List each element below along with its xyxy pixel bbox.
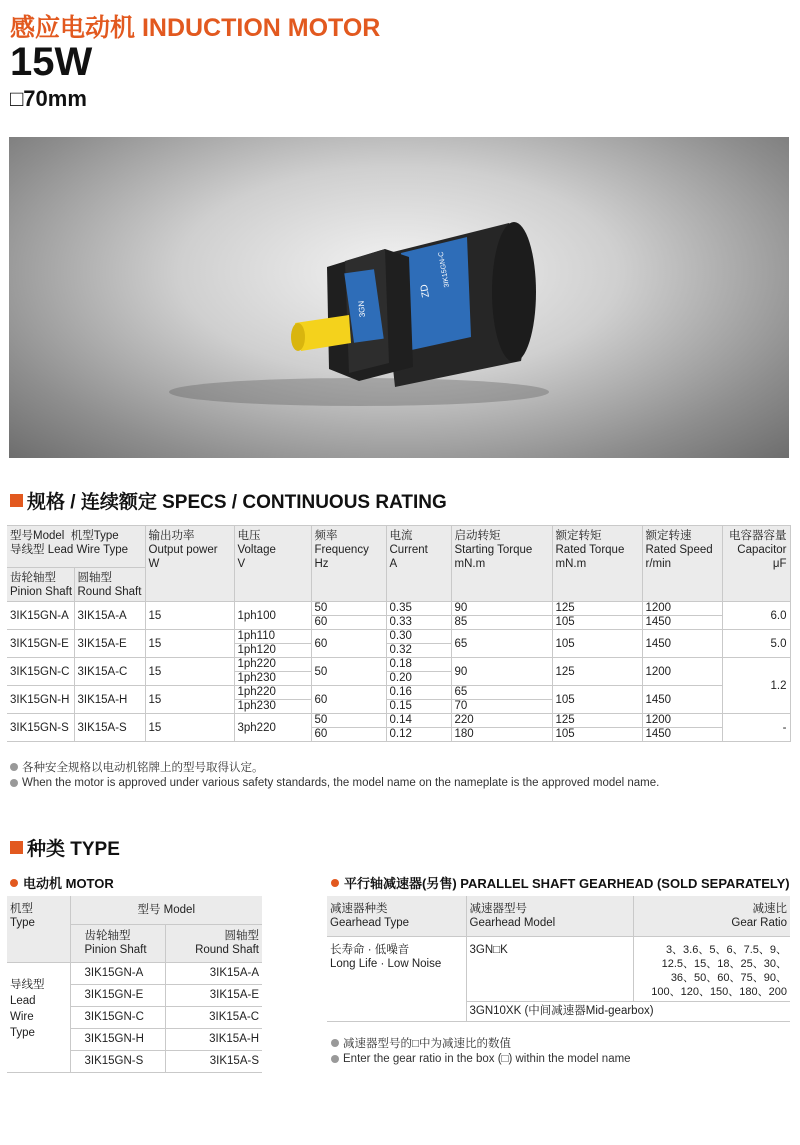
cell-freq: 60 (311, 728, 386, 742)
cell-starting: 90 (451, 658, 552, 686)
cell-voltage: 1ph230 (234, 700, 311, 714)
table-row (7, 714, 790, 728)
gearhead-type-value-en: Long Life · Low Noise (330, 957, 442, 970)
specs-heading (10, 487, 447, 514)
cell-rated-torque: 125 (552, 602, 642, 616)
cell-pinion: 3IK15GN-C (7, 658, 74, 686)
frame-size: □70mm (10, 86, 87, 111)
pinion-header (70, 924, 165, 962)
cell-current: 0.35 (386, 602, 451, 616)
gearhead-note-cn (331, 1035, 511, 1051)
type-heading (10, 834, 120, 861)
cell-output: 15 (145, 602, 234, 630)
cell-voltage: 1ph120 (234, 644, 311, 658)
gear-ratio-line: 100、120、150、180、200 (651, 985, 787, 998)
gear-ratios (633, 936, 790, 1001)
cell-current: 0.20 (386, 672, 451, 686)
header-output-en: Output power (148, 544, 218, 556)
header-current (386, 526, 451, 602)
table-row (7, 658, 790, 672)
motor-round-model: 3IK15A-H (165, 1028, 262, 1050)
cell-starting: 220 (451, 714, 552, 728)
cell-rated-torque: 125 (552, 714, 642, 728)
motor-illustration (9, 137, 789, 458)
cell-current: 0.15 (386, 700, 451, 714)
bullet-icon (331, 1039, 339, 1047)
header-pinion-cn: 齿轮轴型 (10, 572, 56, 584)
motor-round-model: 3IK15A-S (165, 1050, 262, 1072)
cell-capacitor: 6.0 (722, 602, 790, 630)
note-text: When the motor is approved under various safety standards, the model name on the nameplate is the approved model name. (22, 777, 660, 789)
cell-pinion: 3IK15GN-H (7, 686, 74, 714)
cell-speed: 1450 (642, 728, 722, 742)
cell-current: 0.16 (386, 686, 451, 700)
round-header-en: Round Shaft (195, 944, 259, 956)
header-type-cn: 机型Type (70, 530, 119, 542)
cell-voltage: 3ph220 (234, 714, 311, 742)
cell-output: 15 (145, 658, 234, 686)
section-marker-icon (10, 841, 23, 854)
header-frequency-cn: 频率 (314, 530, 338, 542)
specs-note-en (10, 777, 659, 789)
header-rated-torque-unit: mN.m (555, 558, 587, 570)
header-current-unit: A (389, 558, 398, 570)
mid-gearbox: 3GN10XK (中间减速器Mid-gearbox) (466, 1001, 790, 1021)
header-rated-speed (642, 526, 722, 602)
cell-starting: 65 (451, 686, 552, 700)
cell-voltage: 1ph100 (234, 602, 311, 630)
motor-type-table (7, 896, 262, 1073)
header-starting-cn: 启动转矩 (454, 530, 501, 542)
bullet-icon (10, 763, 18, 771)
header-speed-unit: r/min (645, 558, 672, 570)
cell-current: 0.30 (386, 630, 451, 644)
bullet-icon (10, 779, 18, 787)
specs-note-cn (10, 759, 264, 775)
motor-subheading-text: 电动机 MOTOR (23, 876, 114, 891)
header-voltage-cn: 电压 (237, 530, 261, 542)
header-frequency-en: Frequency (314, 544, 369, 556)
gearhead-model-header (466, 896, 633, 936)
cell-freq: 60 (311, 616, 386, 630)
header-current-en: Current (389, 544, 428, 556)
cell-current: 0.18 (386, 658, 451, 672)
cell-voltage: 1ph220 (234, 658, 311, 672)
gearhead-type-value (327, 936, 466, 1021)
cell-freq: 50 (311, 602, 386, 616)
gearhead-type-header-cn: 减速器种类 (330, 902, 388, 915)
cell-freq: 60 (311, 686, 386, 714)
cell-capacitor: 5.0 (722, 630, 790, 658)
nameplate-brand: ZD (418, 283, 432, 299)
motor-pinion-model: 3IK15GN-E (70, 984, 165, 1006)
header-voltage (234, 526, 311, 602)
cell-rated-torque: 125 (552, 658, 642, 686)
table-row (7, 630, 790, 644)
lead-wire-label (7, 962, 70, 1072)
motor-subheading (10, 873, 114, 892)
specs-heading-text: 规格 / 连续额定 SPECS / CONTINUOUS RATING (27, 492, 447, 513)
bullet-icon (331, 1055, 339, 1063)
header-rated-torque-cn: 额定转矩 (555, 530, 602, 542)
header-round-cn: 圆轴型 (77, 572, 112, 584)
cell-freq: 60 (311, 630, 386, 658)
gearhead-type-header (327, 896, 466, 936)
header-capacitor-en: Capacitor (737, 544, 787, 556)
cell-starting: 180 (451, 728, 552, 742)
page-title: 感应电动机 INDUCTION MOTOR (10, 14, 381, 42)
lead-wire-en-3: Type (10, 1026, 35, 1039)
header-model-cn: 型号Model (10, 530, 65, 542)
type-label (7, 896, 70, 962)
cell-round: 3IK15A-S (74, 714, 145, 742)
cell-round: 3IK15A-C (74, 658, 145, 686)
cell-starting: 90 (451, 602, 552, 616)
product-photo (9, 137, 789, 458)
pinion-header-en: Pinion Shaft (84, 944, 147, 956)
header-capacitor-unit: μF (772, 558, 787, 570)
header-starting-en: Starting Torque (454, 544, 533, 556)
header-output-cn: 输出功率 (148, 530, 195, 542)
cell-pinion: 3IK15GN-S (7, 714, 74, 742)
cell-freq: 50 (311, 714, 386, 728)
header-voltage-unit: V (237, 558, 246, 570)
cell-round: 3IK15A-H (74, 686, 145, 714)
cell-rated-torque: 105 (552, 686, 642, 714)
cell-speed: 1450 (642, 686, 722, 714)
cell-voltage: 1ph220 (234, 686, 311, 700)
gearhead-subheading (331, 873, 790, 892)
motor-round-model: 3IK15A-E (165, 984, 262, 1006)
lead-wire-en-1: Lead (10, 994, 36, 1007)
cell-pinion: 3IK15GN-E (7, 630, 74, 658)
gearhead-subheading-text: 平行轴减速器(另售) PARALLEL SHAFT GEARHEAD (SOLD SEPARATELY) (344, 876, 790, 891)
cell-round: 3IK15A-A (74, 602, 145, 630)
cell-round: 3IK15A-E (74, 630, 145, 658)
nameplate-model: 3IK15GN-C (437, 251, 451, 288)
cell-speed: 1200 (642, 714, 722, 728)
gear-ratio-line: 12.5、15、18、25、30、 (661, 957, 787, 970)
pinion-header-cn: 齿轮轴型 (84, 930, 131, 942)
header-capacitor (722, 526, 790, 602)
cell-current: 0.32 (386, 644, 451, 658)
table-row (7, 686, 790, 700)
cell-speed: 1200 (642, 602, 722, 616)
gearhead-note-en (331, 1053, 631, 1065)
cell-rated-torque: 105 (552, 728, 642, 742)
header-lead-wire: 导线型 Lead Wire Type (10, 544, 129, 556)
type-label-cn: 机型 (10, 903, 33, 915)
note-text: 各种安全规格以电动机铭牌上的型号取得认定。 (22, 762, 264, 774)
gearhead-label: 3GN (356, 300, 367, 318)
cell-output: 15 (145, 714, 234, 742)
gear-ratio-line: 36、50、60、75、90、 (670, 971, 787, 984)
header-output-unit: W (148, 558, 160, 570)
cell-pinion: 3IK15GN-A (7, 602, 74, 630)
model-label: 型号 Model (70, 896, 262, 924)
cell-current: 0.33 (386, 616, 451, 630)
cell-rated-torque: 105 (552, 630, 642, 658)
header-frequency (311, 526, 386, 602)
cell-speed: 1450 (642, 616, 722, 630)
header-rated-torque-en: Rated Torque (555, 544, 625, 556)
gearhead-model-header-cn: 减速器型号 (469, 902, 527, 915)
cell-output: 15 (145, 630, 234, 658)
specs-table (7, 525, 791, 742)
header-speed-cn: 额定转速 (645, 530, 692, 542)
cell-starting: 65 (451, 630, 552, 658)
cell-voltage: 1ph230 (234, 672, 311, 686)
bullet-icon (10, 879, 18, 887)
header-round (74, 568, 145, 602)
note-text: Enter the gear ratio in the box (□) within the model name (343, 1053, 631, 1065)
header-frequency-unit: Hz (314, 558, 329, 570)
round-header (165, 924, 262, 962)
cell-speed: 1450 (642, 630, 722, 658)
motor-pinion-model: 3IK15GN-S (70, 1050, 165, 1072)
gear-ratio-line: 3、3.6、5、6、7.5、9、 (665, 943, 787, 956)
header-starting-torque (451, 526, 552, 602)
bullet-icon (331, 879, 339, 887)
header-speed-en: Rated Speed (645, 544, 713, 556)
header-pinion-en: Pinion Shaft (10, 586, 73, 598)
cell-speed: 1200 (642, 658, 722, 686)
cell-capacitor: - (722, 714, 790, 742)
header-capacitor-cn: 电容器容量 (729, 530, 787, 542)
header-starting-unit: mN.m (454, 558, 486, 570)
gearhead-model-header-en: Gearhead Model (469, 916, 556, 929)
motor-pinion-model: 3IK15GN-A (70, 962, 165, 984)
gearhead-table (327, 896, 790, 1022)
gear-ratio-header-cn: 减速比 (752, 902, 787, 915)
header-round-en: Round Shaft (77, 586, 142, 598)
cell-starting: 85 (451, 616, 552, 630)
gear-ratio-header (633, 896, 790, 936)
gearhead-model-value: 3GN□K (466, 936, 633, 1001)
header-model-type (7, 526, 145, 568)
cell-starting: 70 (451, 700, 552, 714)
cell-voltage: 1ph110 (234, 630, 311, 644)
section-marker-icon (10, 494, 23, 507)
cell-output: 15 (145, 686, 234, 714)
motor-round-model: 3IK15A-A (165, 962, 262, 984)
power-rating: 15W (10, 40, 93, 84)
gearhead-type-value-cn: 长寿命 · 低噪音 (330, 943, 410, 956)
header-output (145, 526, 234, 602)
header-current-cn: 电流 (389, 530, 413, 542)
lead-wire-en-2: Wire (10, 1010, 34, 1023)
header-voltage-en: Voltage (237, 544, 276, 556)
cell-rated-torque: 105 (552, 616, 642, 630)
header-rated-torque (552, 526, 642, 602)
header-pinion (7, 568, 74, 602)
cell-current: 0.12 (386, 728, 451, 742)
note-text: 减速器型号的□中为减速比的数值 (343, 1038, 511, 1050)
cell-freq: 50 (311, 658, 386, 686)
motor-pinion-model: 3IK15GN-C (70, 1006, 165, 1028)
type-heading-text: 种类 TYPE (27, 839, 120, 860)
cell-current: 0.14 (386, 714, 451, 728)
round-header-cn: 圆轴型 (224, 930, 259, 942)
motor-pinion-model: 3IK15GN-H (70, 1028, 165, 1050)
gearhead-type-header-en: Gearhead Type (330, 916, 410, 929)
table-row (7, 602, 790, 616)
type-label-en: Type (10, 917, 35, 929)
cell-capacitor: 1.2 (722, 658, 790, 714)
motor-round-model: 3IK15A-C (165, 1006, 262, 1028)
lead-wire-cn: 导线型 (10, 978, 45, 991)
gear-ratio-header-en: Gear Ratio (731, 916, 787, 929)
